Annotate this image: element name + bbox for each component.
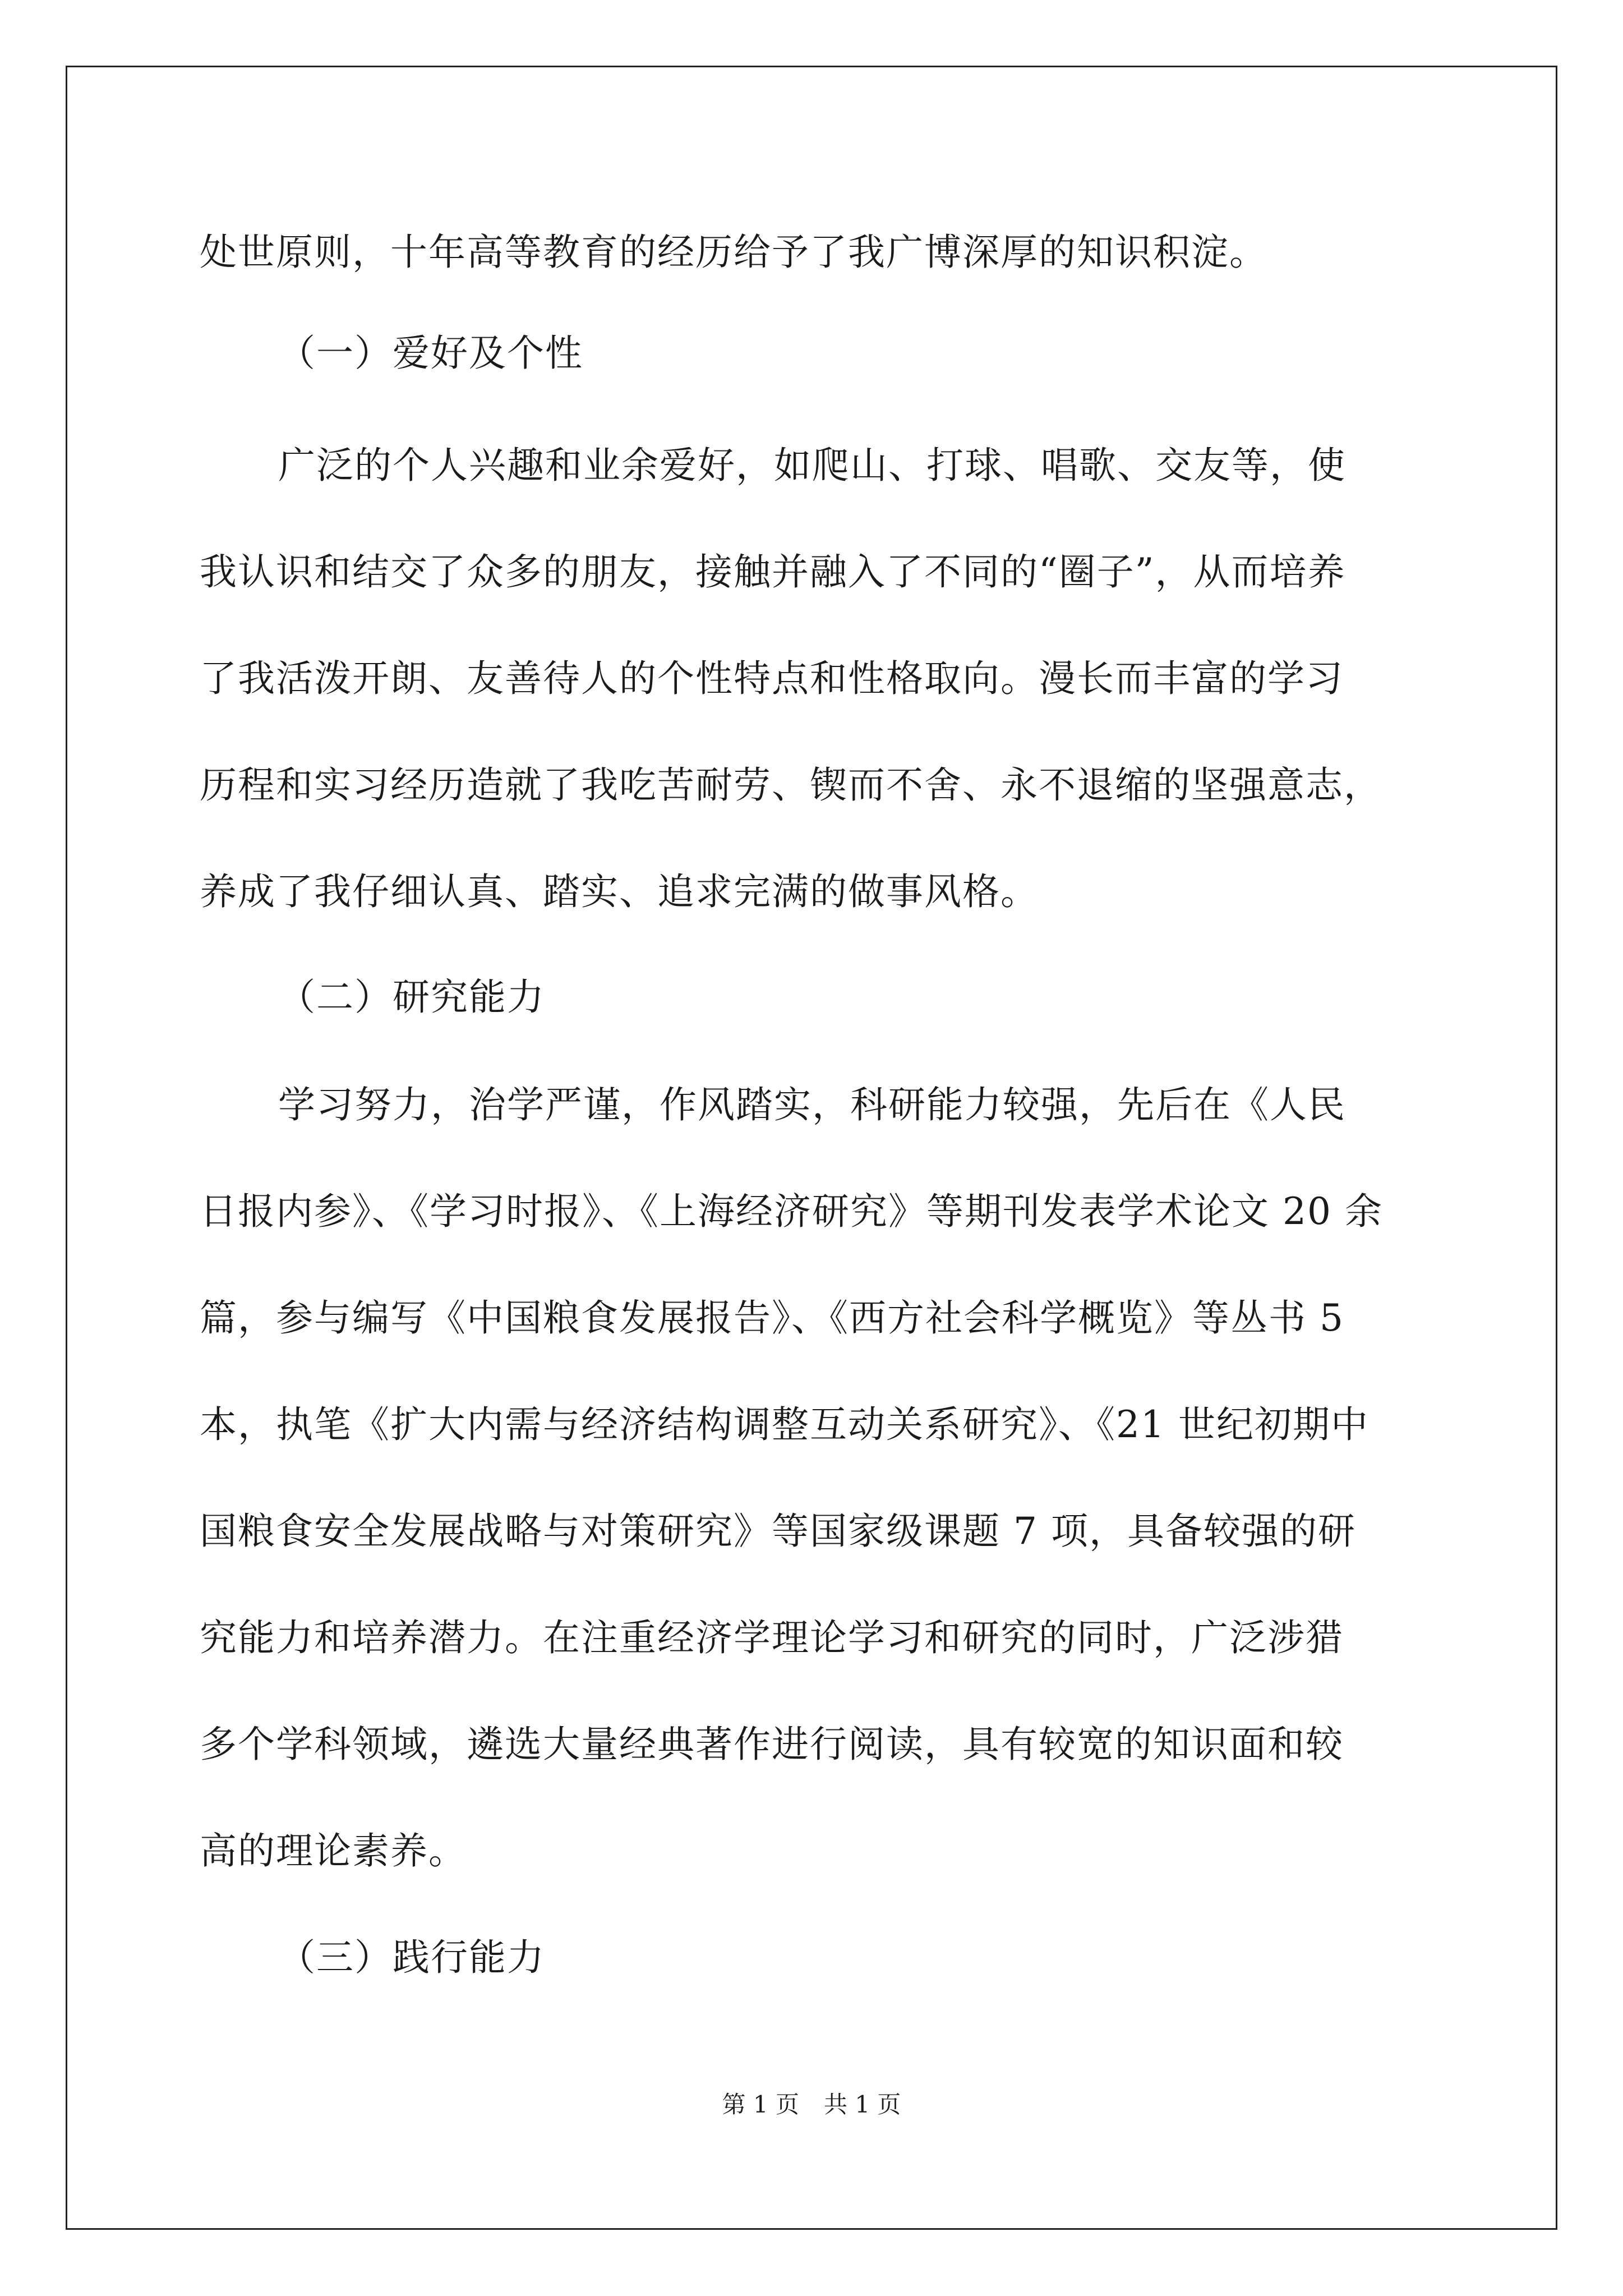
body-line: 日报内参》、《学习时报》、《上海经济研究》等期刊发表学术论文 20 余 xyxy=(200,1190,1383,1233)
body-line: 本，执笔《扩大内需与经济结构调整互动关系研究》、《21 世纪初期中 xyxy=(200,1403,1369,1446)
body-line: 处世原则，十年高等教育的经历给予了我广博深厚的知识积淀。 xyxy=(200,231,1267,274)
section-heading-hobbies: （一）爱好及个性 xyxy=(278,332,583,375)
section-heading-research: （二）研究能力 xyxy=(278,976,545,1019)
page-total: 共 1 页 xyxy=(824,2091,901,2118)
body-line: 了我活泼开朗、友善待人的个性特点和性格取向。漫长而丰富的学习 xyxy=(200,657,1344,700)
body-line: 多个学科领域，遴选大量经典著作进行阅读，具有较宽的知识面和较 xyxy=(200,1723,1344,1766)
body-line: 养成了我仔细认真、踏实、追求完满的做事风格。 xyxy=(200,870,1039,913)
page-border xyxy=(66,66,1557,2230)
page-footer xyxy=(0,2088,1623,2122)
body-line: 高的理论素养。 xyxy=(200,1829,467,1872)
body-line: 广泛的个人兴趣和业余爱好，如爬山、打球、唱歌、交友等，使 xyxy=(278,444,1346,487)
body-line: 篇，参与编写《中国粮食发展报告》、《西方社会科学概览》等丛书 5 xyxy=(200,1296,1344,1340)
section-heading-practice: （三）践行能力 xyxy=(278,1936,545,1979)
body-line: 历程和实习经历造就了我吃苦耐劳、锲而不舍、永不退缩的坚强意志， xyxy=(200,763,1382,807)
body-line: 国粮食安全发展战略与对策研究》等国家级课题 7 项，具备较强的研 xyxy=(200,1510,1356,1553)
body-line: 我认识和结交了众多的朋友，接触并融入了不同的“圈子”，从而培养 xyxy=(200,550,1346,593)
body-line: 究能力和培养潜力。在注重经济学理论学习和研究的同时，广泛涉猎 xyxy=(200,1616,1344,1659)
body-line: 学习努力，治学严谨，作风踏实，科研能力较强，先后在《人民 xyxy=(278,1083,1346,1126)
page-number: 第 1 页 xyxy=(722,2091,799,2118)
